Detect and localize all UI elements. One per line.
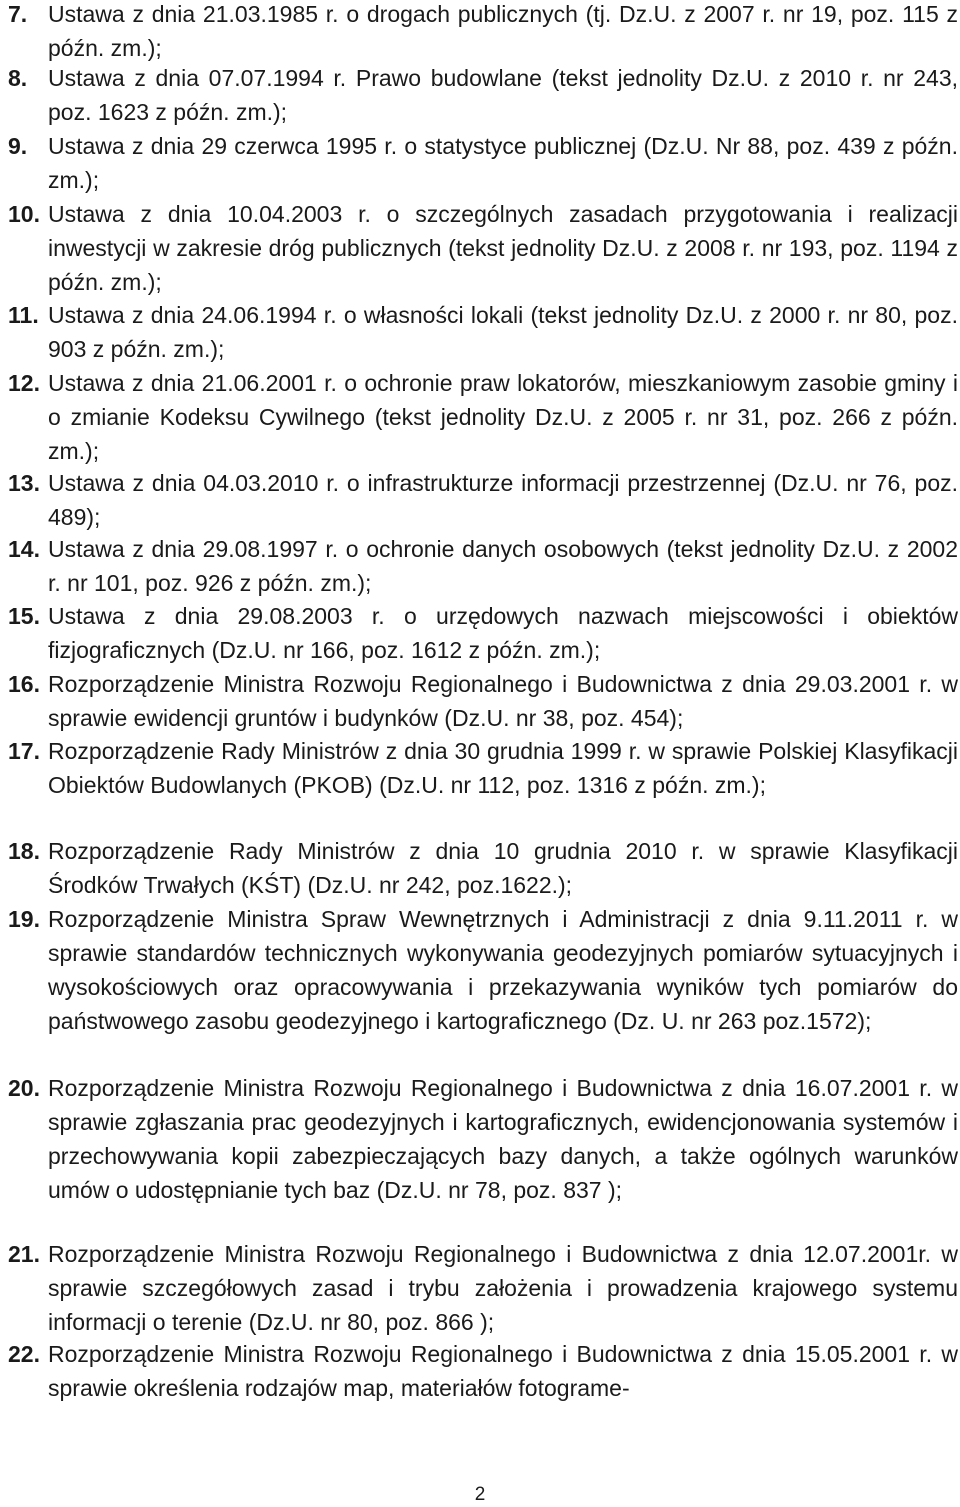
item-number: 8. (8, 65, 28, 91)
item-number: 20. (8, 1075, 40, 1101)
item-text: Ustawa z dnia 21.03.1985 r. o drogach publicznych (tj. Dz.U. z 2007 r. nr 19, poz. 115 z późn. zm.); (48, 1, 958, 61)
item-text: Rozporządzenie Ministra Spraw Wewnętrznych i Administracji z dnia 9.11.2011 r. w sprawie standardów technicznych wykonywania geodezyjnych pomiarów sytuacyjnych i wysokościowych oraz opracowywania i przekazywania wyników tych pomiarów do państwowego zasobu geodezyjnego i kartograficznego (Dz. U. nr 263 poz.1572); (48, 906, 958, 1034)
item-number: 13. (8, 470, 40, 496)
item-text: Ustawa z dnia 07.07.1994 r. Prawo budowlane (tekst jednolity Dz.U. z 2010 r. nr 243, poz. 1623 z późn. zm.); (48, 65, 958, 125)
item-number: 16. (8, 671, 40, 697)
item-text: Rozporządzenie Ministra Rozwoju Regionalnego i Budownictwa z dnia 29.03.2001 r. w sprawie ewidencji gruntów i budynków (Dz.U. nr 38, poz. 454); (48, 671, 958, 731)
item-text: Rozporządzenie Rady Ministrów z dnia 10 grudnia 2010 r. w sprawie Klasyfikacji Środków Trwałych (KŚT) (Dz.U. nr 242, poz.1622.); (48, 838, 958, 898)
item-text: Ustawa z dnia 29 czerwca 1995 r. o statystyce publicznej (Dz.U. Nr 88, poz. 439 z późn. zm.); (48, 133, 958, 193)
item-number: 14. (8, 536, 40, 562)
item-number: 15. (8, 603, 40, 629)
item-text: Ustawa z dnia 10.04.2003 r. o szczególnych zasadach przygotowania i realizacji inwestycji w zakresie dróg publicznych (tekst jednolity Dz.U. z 2008 r. nr 193, poz. 1194 z późn. zm.); (48, 201, 958, 295)
item-number: 18. (8, 838, 40, 864)
page-number: 2 (474, 1484, 486, 1505)
item-number: 7. (8, 1, 28, 27)
item-text: Ustawa z dnia 04.03.2010 r. o infrastrukturze informacji przestrzennej (Dz.U. nr 76, poz. 489); (48, 470, 958, 530)
item-number: 10. (8, 201, 40, 227)
item-number: 17. (8, 738, 40, 764)
item-text: Ustawa z dnia 29.08.1997 r. o ochronie danych osobowych (tekst jednolity Dz.U. z 2002 r. nr 101, poz. 926 z późn. zm.); (48, 536, 958, 596)
item-text: Rozporządzenie Rady Ministrów z dnia 30 grudnia 1999 r. w sprawie Polskiej Klasyfikacji Obiektów Budowlanych (PKOB) (Dz.U. nr 112, poz. 1316 z późn. zm.); (48, 738, 958, 798)
item-number: 11. (8, 302, 39, 328)
item-text: Rozporządzenie Ministra Rozwoju Regionalnego i Budownictwa z dnia 16.07.2001 r. w sprawie zgłaszania prac geodezyjnych i kartograficznych, ewidencjonowania systemów i przechowywania kopii zabezpieczających bazy danych, a także ogólnych warunków umów o udostępnianie tych baz (Dz.U. nr 78, poz. 837 ); (48, 1075, 958, 1203)
item-text: Rozporządzenie Ministra Rozwoju Regionalnego i Budownictwa z dnia 12.07.2001r. w sprawie szczegółowych zasad i trybu założenia i prowadzenia krajowego systemu informacji o terenie (Dz.U. nr 80, poz. 866 ); (48, 1241, 958, 1335)
item-number: 19. (8, 906, 40, 932)
item-number: 22. (8, 1341, 40, 1367)
item-text: Rozporządzenie Ministra Rozwoju Regionalnego i Budownictwa z dnia 15.05.2001 r. w sprawie określenia rodzajów map, materiałów fotograme- (48, 1341, 958, 1401)
item-number: 9. (8, 133, 28, 159)
item-text: Ustawa z dnia 21.06.2001 r. o ochronie praw lokatorów, mieszkaniowym zasobie gminy i o zmianie Kodeksu Cywilnego (tekst jednolity Dz.U. z 2005 r. nr 31, poz. 266 z późn. zm.); (48, 370, 958, 464)
item-number: 21. (8, 1241, 40, 1267)
item-text: Ustawa z dnia 29.08.2003 r. o urzędowych nazwach miejscowości i obiektów fizjograficznych (Dz.U. nr 166, poz. 1612 z późn. zm.); (48, 603, 958, 663)
item-number: 12. (8, 370, 40, 396)
item-text: Ustawa z dnia 24.06.1994 r. o własności lokali (tekst jednolity Dz.U. z 2000 r. nr 80, poz. 903 z późn. zm.); (48, 302, 958, 362)
